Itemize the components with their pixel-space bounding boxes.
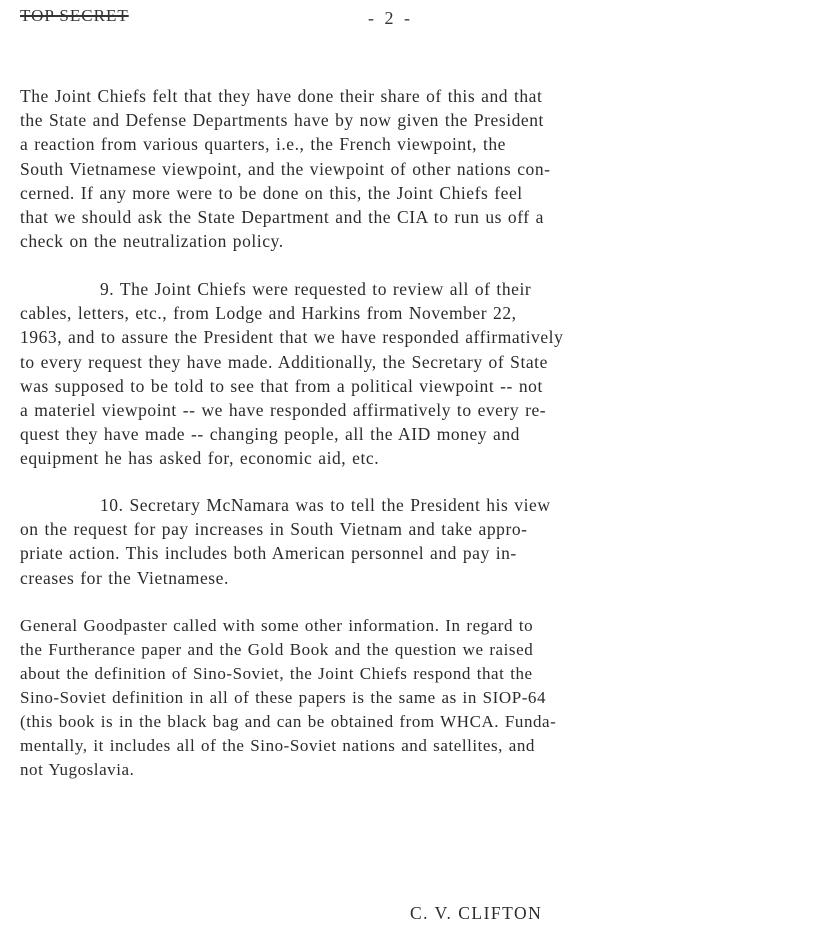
text-line: South Vietnamese viewpoint, and the viewpoint of other nations con-	[20, 158, 551, 179]
text-line: The Joint Chiefs felt that they have done their share of this and that	[20, 86, 543, 106]
text-line: cerned. If any more were to be done on this, the Joint Chiefs feel	[20, 182, 523, 203]
text-line: a reaction from various quarters, i.e., the French viewpoint, the	[20, 134, 506, 155]
text-line: 1963, and to assure the President that we have responded affirmatively	[20, 327, 564, 348]
text-line: the State and Defense Departments have by now given the President	[20, 110, 544, 131]
text-line: General Goodpaster called with some other information. In regard to	[20, 616, 534, 635]
text-line: 10. Secretary McNamara was to tell the President his view	[100, 495, 551, 515]
text-line: to every request they have made. Additionally, the Secretary of State	[20, 351, 548, 372]
text-line: on the request for pay increases in South Vietnam and take appro-	[20, 519, 528, 540]
text-line: check on the neutralization policy.	[20, 231, 284, 252]
text-line: equipment he has asked for, economic aid, etc.	[20, 448, 380, 469]
paragraph-item-9	[20, 277, 820, 471]
text-line: mentally, it includes all of the Sino-Soviet nations and satellites, and	[20, 736, 535, 755]
text-line: quest they have made -- changing people, all the AID money and	[20, 424, 520, 445]
text-line: the Furtherance paper and the Gold Book and the question we raised	[20, 640, 534, 659]
classification-marking: TOP SECRET	[20, 6, 129, 25]
text-line: 9. The Joint Chiefs were requested to review all of their	[100, 279, 532, 299]
text-line: Sino-Soviet definition in all of these papers is the same as in SIOP-64	[20, 688, 547, 707]
text-line: not Yugoslavia.	[20, 760, 135, 779]
text-line: a materiel viewpoint -- we have responded affirmatively to every re-	[20, 400, 547, 421]
text-line: priate action. This includes both American personnel and pay in-	[20, 543, 517, 564]
page-number: - 2 -	[368, 8, 413, 28]
text-line: creases for the Vietnamese.	[20, 567, 229, 588]
signature: C. V. CLIFTON	[410, 903, 543, 923]
text-line: was supposed to be told to see that from a political viewpoint -- not	[20, 375, 543, 396]
text-line: (this book is in the black bag and can be obtained from WHCA. Funda-	[20, 712, 557, 731]
text-line: cables, letters, etc., from Lodge and Harkins from November 22,	[20, 303, 517, 324]
paragraph-item-10	[20, 493, 820, 590]
paragraph-goodpaster	[20, 614, 820, 782]
text-line: about the definition of Sino-Soviet, the Joint Chiefs respond that the	[20, 664, 533, 683]
paragraph-neutralization	[20, 84, 820, 253]
text-line: that we should ask the State Department and the CIA to run us off a	[20, 207, 544, 228]
